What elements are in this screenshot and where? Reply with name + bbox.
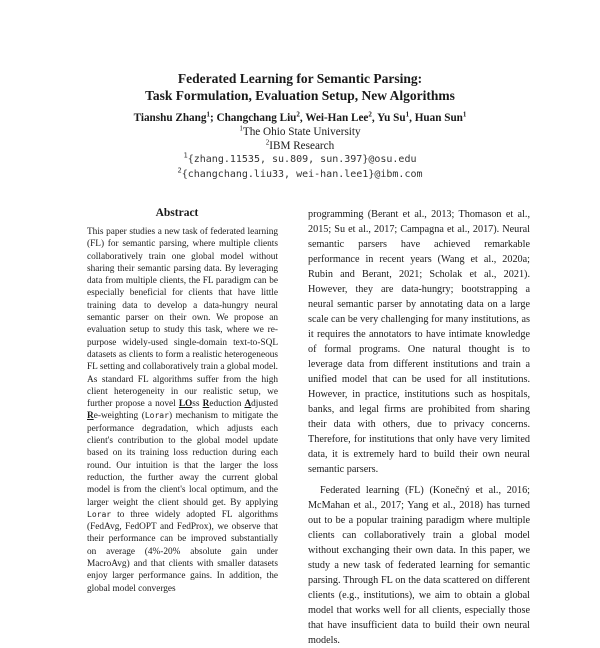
acronym-rest: djusted (251, 399, 279, 410)
acronym-letter: LO (178, 399, 193, 410)
author-name: Changchang Liu (216, 112, 297, 124)
email-line-1 (0, 153, 600, 167)
acronym-letter: R (87, 411, 94, 422)
paper-title-line-1: Federated Learning for Semantic Parsing: (177, 71, 423, 86)
author-name: Tianshu Zhang (133, 112, 207, 124)
method-name-code: Lorar (144, 411, 169, 421)
author-affiliation-mark: 1 (206, 110, 210, 119)
author-list: Tianshu Zhang$^1$; Changchang Liu$^2$, Wei-Han Lee$^2$, Yu Su$^1$, Huan Sun$^1$ (133, 110, 467, 124)
acronym-rest: e-weighting ( (93, 411, 145, 422)
author-affiliation-mark: 2 (368, 110, 372, 119)
acronym-letter: A (244, 399, 252, 410)
acronym-rest: ss (192, 399, 203, 410)
affiliation-mark: 1 (239, 124, 243, 133)
body-column-right (308, 207, 530, 648)
affiliation-2 (0, 139, 600, 153)
author-affiliation-mark: 1 (405, 110, 410, 119)
abstract-part-1: This paper studies a new task of federated learning (FL) for semantic parsing, where multiple clients collaboratively train one global model without sharing their semantic parsing data. By leveraging data from multiple clients, the FL paradigm can be especially beneficial for clients that have little training data to develop a data-hungry neural semantic parser on their own. We propose an evaluation setup to study this task, where we re-purpose widely-used single-domain text-to-SQL datasets as clients to form a realistic heterogeneous FL setting and collaboratively train a global model. As standard FL algorithms suffer from the high client heterogeneity in our realistic setup, we further propose a novel (87, 227, 278, 410)
affiliation-1 (0, 125, 600, 139)
body-paragraph-1: programming (Berant et al., 2013; Thomason et al., 2015; Su et al., 2017; Campagna et al., 2017). Neural semantic parsers have achieved remarkable performance in recent years (Wang et al., 2020a; Rubin and Berant, 2021; Scholak et al., 2021). However, they are data-hungry; bootstrapping a neural semantic parser by annotating data on a large scale can be very challenging for many institutions, as it requires the annotators to have intimate knowledge of formal programs. One natural thought is to leverage data from different institutions and train a unified model that can be used for all institutions. However, in practice, institutions such as hospitals, banks, and legal firms are prohibited from sharing their data with others, due to privacy concerns. Therefore, for institutions that only have very limited data, it is extremely hard to build their own neural semantic parsers. (308, 209, 530, 475)
email-line-2 (0, 168, 600, 182)
email-text: {changchang.liu33, wei-han.lee1}@ibm.com (181, 169, 423, 180)
affiliation-name: IBM Research (269, 140, 335, 152)
paper-title-line-2: Task Formulation, Evaluation Setup, New Algorithms (145, 88, 455, 103)
author-name: Wei-Han Lee (305, 112, 369, 124)
author-name: Huan Sun (414, 112, 463, 124)
acronym-rest: eduction (209, 399, 245, 410)
method-name-code: Lorar (87, 509, 112, 519)
author-affiliation-mark: 1 (462, 110, 467, 119)
abstract-heading: Abstract (155, 207, 199, 219)
email-mark: 2 (177, 166, 182, 175)
author-name: Yu Su (377, 112, 406, 124)
email-mark: 1 (183, 151, 188, 160)
author-affiliation-mark: 2 (296, 110, 300, 119)
body-paragraph-2: Federated learning (FL) (Konečný et al., 2016; McMahan et al., 2017; Yang et al., 2018) has turned out to be a popular training paradigm where multiple clients can collaboratively train a global model without exchanging their own data. In this paper, we study a new task of federated learning for semantic parsing. Through FL on the data scattered on different clients (e.g., institutions), we aim to obtain a global model that works well for all clients, especially those that have insufficient data to build their own neural models. (308, 485, 530, 646)
abstract-part-3: to three widely adopted FL algorithms (FedAvg, FedOPT and FedProx), we observe that their performance can be improved substantially on average (4%-20% absolute gain under MacroAvg) and that clients with smaller datasets enjoy larger performance gains. In addition, the global model converges (87, 509, 278, 594)
abstract-text (87, 226, 278, 595)
email-text: {zhang.11535, su.809, sun.397}@osu.edu (187, 154, 417, 165)
abstract-part-2: ) mechanism to mitigate the performance degradation, which adjusts each client's contribution to the global model update based on its training loss reduction during each round. Our intuition is that the larger the loss reduction, the further away the current global model is from the client's local optimum, and the larger weight the client should get. By applying (87, 411, 278, 508)
affiliation-name: The Ohio State University (242, 126, 361, 138)
acronym-letter: R (202, 399, 210, 410)
affiliation-mark: 2 (265, 138, 270, 147)
